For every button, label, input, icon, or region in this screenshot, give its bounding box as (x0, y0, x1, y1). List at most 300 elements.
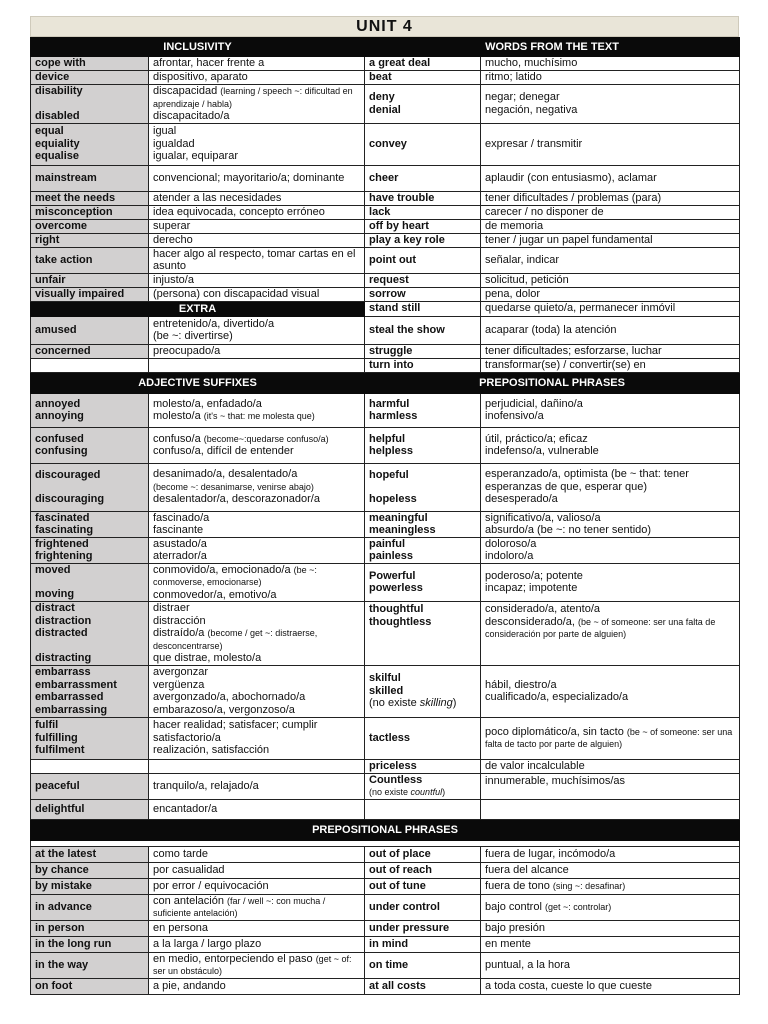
term-es-group (481, 463, 740, 511)
term-en: fulfil (35, 719, 59, 732)
term-es-group (481, 511, 740, 537)
empty-cell (31, 759, 149, 773)
term-es-group (149, 123, 365, 165)
term-en: hopeful (369, 468, 409, 481)
term-es: (persona) con discapacidad visual (149, 287, 365, 301)
term-en-group (31, 717, 149, 759)
term-es: discapacidad (153, 85, 218, 97)
term-en: Countless (369, 773, 423, 786)
term-en: fascinated (35, 511, 90, 524)
term-es: satisfactorio/a (153, 731, 221, 744)
table-row (31, 846, 740, 862)
term-en: delightful (31, 799, 149, 819)
term-es: afrontar, hacer frente a (149, 57, 365, 71)
term-es: esperanzado/a, optimista (be ~ that: tener esperanzas de que, esperar que) (485, 468, 689, 493)
table-row (31, 247, 740, 273)
term-es: cualificado/a, especializado/a (485, 691, 629, 703)
term-en-group (365, 463, 481, 511)
section-inclusivity: INCLUSIVITY (31, 38, 365, 57)
term-es: desesperado/a (485, 493, 558, 506)
term-en: embarrassed (35, 691, 104, 703)
term-en: struggle (365, 344, 481, 358)
table-row (31, 717, 740, 759)
term-en: off by heart (365, 219, 481, 233)
term-en: convey (365, 123, 481, 165)
term-es: fascinante (153, 524, 204, 536)
table-row (31, 537, 740, 563)
term-en: at the latest (31, 846, 149, 862)
term-es: en persona (149, 920, 365, 936)
term-es-group (481, 878, 740, 894)
usage-note: (become / get ~: distraerse, desconcentrarse) (153, 628, 318, 651)
term-en: stand still (365, 301, 481, 316)
term-es: conmovido/a, emocionado/a (153, 563, 291, 576)
term-es: en mente (481, 936, 740, 952)
term-es-group (149, 563, 365, 602)
term-es: tener dificultades / problemas (para) (481, 191, 740, 205)
term-es: considerado/a, atento/a (485, 603, 600, 615)
term-es: vergüenza (153, 678, 205, 691)
term-en: helpless (369, 445, 414, 457)
term-es: poco diplomático/a, sin tacto (485, 725, 624, 738)
term-en: meet the needs (31, 191, 149, 205)
page-title: UNIT 4 (30, 16, 739, 37)
empty-cell (365, 799, 481, 819)
term-es: aplaudir (con entusiasmo), aclamar (481, 165, 740, 191)
term-es: fuera de lugar, incómodo/a (481, 846, 740, 862)
table-row (31, 665, 740, 717)
table-row (31, 85, 740, 124)
term-es: discapacitado/a (153, 110, 230, 122)
term-en: meaningless (369, 524, 436, 536)
usage-note: (get ~ of: ser un obstáculo) (153, 953, 352, 976)
term-es: hábil, diestro/a (485, 678, 557, 691)
term-en-group (31, 511, 149, 537)
term-es-group (481, 602, 740, 666)
term-en: harmless (369, 410, 418, 422)
term-es: incapaz; impotente (485, 582, 578, 595)
usage-note: (far / well ~: con mucha / suficiente antelación) (153, 895, 326, 918)
term-en-group (365, 563, 481, 602)
empty-cell (149, 358, 365, 372)
vocabulary-sheet (30, 16, 739, 995)
term-es: poderoso/a; potente (485, 569, 583, 582)
term-en: helpful (369, 432, 406, 445)
table-row (31, 233, 740, 247)
term-en: visually impaired (31, 287, 149, 301)
table-row (31, 57, 740, 71)
term-en: distract (35, 602, 75, 615)
term-es: realización, satisfacción (153, 744, 270, 757)
term-en: annoying (35, 410, 84, 422)
term-en: lack (365, 205, 481, 219)
term-es-group (481, 563, 740, 602)
table-row (31, 759, 740, 773)
term-es: por error / equivocación (149, 878, 365, 894)
term-es: atender a las necesidades (149, 191, 365, 205)
term-en: embarrassment (35, 678, 117, 691)
section-header-row (31, 819, 740, 840)
usage-note: (be ~ of someone: ser una falta de tacto por parte de alguien) (485, 726, 733, 749)
term-es-group (149, 665, 365, 717)
term-es-group (149, 511, 365, 537)
empty-cell (31, 358, 149, 372)
term-en: on time (365, 952, 481, 978)
section-prepositional-phrases: PREPOSITIONAL PHRASES (365, 372, 740, 393)
term-es: indefenso/a, vulnerable (485, 445, 599, 457)
term-es: bajo control (485, 900, 542, 913)
term-en-group (365, 85, 481, 124)
term-es: innumerable, muchísimos/as (481, 773, 740, 799)
usage-note: (be ~: conmoverse, emocionarse) (153, 564, 317, 587)
term-en: unfair (31, 273, 149, 287)
section-header-row (31, 38, 740, 57)
term-es: pena, dolor (481, 287, 740, 301)
term-es: tener dificultades; esforzarse, luchar (481, 344, 740, 358)
empty-cell (481, 799, 740, 819)
term-es: inofensivo/a (485, 410, 544, 422)
term-es: como tarde (149, 846, 365, 862)
term-en: steal the show (365, 316, 481, 344)
term-es: idea equivocada, concepto erróneo (149, 205, 365, 219)
table-row (31, 936, 740, 952)
term-en-group (365, 537, 481, 563)
term-es: dispositivo, aparato (149, 71, 365, 85)
term-en-group (31, 85, 149, 124)
term-en: equalise (35, 150, 80, 163)
term-es: transformar(se) / convertir(se) en (481, 358, 740, 372)
term-es: avergonzar (153, 666, 209, 678)
term-es: fascinado/a (153, 511, 210, 524)
term-es-group (149, 463, 365, 511)
term-es: asustado/a (153, 537, 207, 550)
vocabulary-table (30, 37, 740, 995)
term-en: cope with (31, 57, 149, 71)
term-es-group (481, 427, 740, 463)
usage-note: (become~:quedarse confuso/a) (203, 433, 329, 444)
term-es-group (149, 316, 365, 344)
term-es: conmovedor/a, emotivo/a (153, 588, 277, 601)
term-en: moving (35, 588, 75, 601)
term-en: device (31, 71, 149, 85)
term-es: convencional; mayoritario/a; dominante (149, 165, 365, 191)
term-en: discouraging (35, 493, 105, 505)
term-en-group (365, 393, 481, 427)
table-row (31, 344, 740, 358)
term-en: powerless (369, 582, 423, 595)
term-es: quedarse quieto/a, permanecer inmóvil (481, 301, 740, 316)
table-row (31, 287, 740, 301)
term-en-group (31, 123, 149, 165)
term-en: equiality (35, 137, 80, 150)
term-es: igualdad (153, 137, 195, 150)
table-row (31, 773, 740, 799)
term-es: hacer realidad; satisfacer; cumplir (153, 719, 318, 732)
term-es: igualar, equiparar (153, 150, 239, 163)
table-row (31, 563, 740, 602)
term-en-group (31, 537, 149, 563)
term-en: concerned (31, 344, 149, 358)
term-en: disabled (35, 109, 80, 122)
term-es: tener / jugar un papel fundamental (481, 233, 740, 247)
table-row (31, 393, 740, 427)
table-row (31, 463, 740, 511)
term-es: confuso/a, difícil de entender (153, 445, 294, 457)
term-es: mucho, muchísimo (481, 57, 740, 71)
term-en-group (31, 563, 149, 602)
term-en: under control (365, 894, 481, 920)
term-es: a la larga / largo plazo (149, 936, 365, 952)
term-es: expresar / transmitir (481, 123, 740, 165)
table-row (31, 123, 740, 165)
term-en: point out (365, 247, 481, 273)
term-es: tranquilo/a, relajado/a (149, 773, 365, 799)
section-extra: EXTRA (31, 301, 365, 316)
term-en: in the way (31, 952, 149, 978)
term-es: molesto/a, enfadado/a (153, 397, 262, 410)
term-en-group (31, 463, 149, 511)
table-row (31, 511, 740, 537)
term-es-group (481, 85, 740, 124)
table-row (31, 316, 740, 344)
term-en: misconception (31, 205, 149, 219)
term-es-group (481, 717, 740, 759)
term-es: de memoria (481, 219, 740, 233)
term-es-group (481, 665, 740, 717)
term-es-group (149, 427, 365, 463)
term-en: fascinating (35, 524, 94, 536)
term-es: que distrae, molesto/a (153, 652, 262, 664)
term-es: negación, negativa (485, 103, 578, 116)
term-es: en medio, entorpeciendo el paso (153, 952, 313, 965)
term-en: out of place (365, 846, 481, 862)
table-row (31, 920, 740, 936)
table-row (31, 952, 740, 978)
term-en: harmful (369, 397, 410, 410)
term-en-group (365, 665, 481, 717)
term-es: injusto/a (149, 273, 365, 287)
term-en: painful (369, 537, 406, 550)
term-en: mainstream (31, 165, 149, 191)
section-prepositional-phrases-2: PREPOSITIONAL PHRASES (31, 819, 740, 840)
usage-note: (be ~ of someone: ser una falta de consideración por parte de alguien) (485, 616, 716, 639)
table-row (31, 602, 740, 666)
term-en: distraction (35, 614, 92, 627)
term-es: confuso/a (153, 432, 201, 445)
usage-note: (get ~: controlar) (544, 901, 612, 912)
term-en: frightened (35, 537, 89, 550)
term-en: peaceful (31, 773, 149, 799)
term-en: Powerful (369, 569, 416, 582)
section-adjective-suffixes: ADJECTIVE SUFFIXES (31, 372, 365, 393)
term-en: right (31, 233, 149, 247)
term-en: on foot (31, 978, 149, 994)
term-en: take action (31, 247, 149, 273)
term-es: desanimado/a, desalentado/a (153, 468, 298, 481)
term-en: annoyed (35, 397, 81, 410)
term-es: avergonzado/a, abochornado/a (153, 691, 306, 703)
term-en: skilled (369, 684, 404, 697)
term-en: by mistake (31, 878, 149, 894)
term-en: play a key role (365, 233, 481, 247)
usage-note: (no existe skilling) (369, 697, 457, 710)
term-en-group (31, 665, 149, 717)
term-en: in person (31, 920, 149, 936)
term-es: embarazoso/a, vergonzoso/a (153, 703, 295, 716)
empty-cell (149, 759, 365, 773)
term-es: acaparar (toda) la atención (481, 316, 740, 344)
table-row (31, 358, 740, 372)
term-es: indoloro/a (485, 550, 534, 562)
term-en: in mind (365, 936, 481, 952)
table-row (31, 219, 740, 233)
term-es: a toda costa, cueste lo que cueste (481, 978, 740, 994)
term-es-group (481, 393, 740, 427)
term-es: doloroso/a (485, 537, 537, 550)
term-en-group (365, 511, 481, 537)
term-es: con antelación (153, 894, 224, 907)
term-es: aterrador/a (153, 550, 207, 562)
term-en-group (365, 602, 481, 666)
usage-note: (learning / speech ~: dificultad en aprendizaje / habla) (153, 86, 353, 109)
term-en: priceless (365, 759, 481, 773)
term-es-group (149, 393, 365, 427)
term-es: por casualidad (149, 862, 365, 878)
term-es: señalar, indicar (481, 247, 740, 273)
term-en: meaningful (369, 511, 428, 524)
term-en: embarrassing (35, 703, 108, 716)
term-en: at all costs (365, 978, 481, 994)
term-es-group (481, 537, 740, 563)
term-en: thoughtless (369, 615, 432, 628)
term-en: fulfilment (35, 744, 85, 757)
term-en: in advance (31, 894, 149, 920)
term-en: deny (369, 91, 395, 104)
term-en: out of tune (365, 878, 481, 894)
term-en: overcome (31, 219, 149, 233)
term-en: moved (35, 563, 71, 576)
term-en: request (365, 273, 481, 287)
term-es-group (149, 602, 365, 666)
usage-note: (be ~: divertirse) (153, 330, 233, 342)
term-en-group (365, 773, 481, 799)
term-en: cheer (365, 165, 481, 191)
term-en-group (31, 427, 149, 463)
term-es: bajo presión (481, 920, 740, 936)
term-es: solicitud, petición (481, 273, 740, 287)
term-en: sorrow (365, 287, 481, 301)
term-en-group (365, 427, 481, 463)
usage-note: (no existe countful) (369, 787, 446, 797)
term-en: disability (35, 85, 83, 98)
term-en: confused (35, 432, 84, 445)
table-row (31, 894, 740, 920)
table-row (31, 273, 740, 287)
table-row (31, 165, 740, 191)
term-es: absurdo/a (be ~: no tener sentido) (485, 524, 652, 536)
term-en: thoughtful (369, 603, 424, 615)
term-en: confusing (35, 445, 88, 457)
term-en: turn into (365, 358, 481, 372)
table-row (31, 978, 740, 994)
term-es-group (149, 717, 365, 759)
term-es: fuera de tono (485, 879, 550, 892)
term-es-group (149, 894, 365, 920)
term-en: discouraged (35, 468, 101, 481)
term-es: desconsiderado/a, (485, 615, 575, 628)
term-es: desalentador/a, descorazonador/a (153, 493, 320, 506)
term-en: frightening (35, 550, 93, 562)
usage-note: (it's ~ that: me molesta que) (203, 411, 315, 421)
term-es: negar; denegar (485, 91, 560, 104)
term-es: útil, práctico/a; eficaz (485, 432, 588, 445)
term-en: under pressure (365, 920, 481, 936)
term-en: skilful (369, 672, 401, 685)
term-es: distraído/a (153, 627, 205, 639)
section-words-from-text: WORDS FROM THE TEXT (365, 38, 740, 57)
term-es: de valor incalculable (481, 759, 740, 773)
term-en: fulfilling (35, 731, 78, 744)
term-es-group (149, 537, 365, 563)
table-row (31, 799, 740, 819)
table-row (31, 878, 740, 894)
term-en: by chance (31, 862, 149, 878)
term-es: a pie, andando (149, 978, 365, 994)
table-row (31, 191, 740, 205)
term-en: have trouble (365, 191, 481, 205)
term-en: distracted (35, 627, 88, 640)
term-es: fuera del alcance (481, 862, 740, 878)
term-en: out of reach (365, 862, 481, 878)
term-es: perjudicial, dañino/a (485, 397, 583, 410)
term-en: beat (365, 71, 481, 85)
term-es: distraer (153, 602, 190, 614)
term-en: denial (369, 103, 401, 116)
term-es: carecer / no disponer de (481, 205, 740, 219)
term-es: hacer algo al respecto, tomar cartas en el asunto (149, 247, 365, 273)
term-en: embarrass (35, 666, 91, 678)
term-es-group (149, 85, 365, 124)
term-es-group (149, 952, 365, 978)
term-es: preocupado/a (149, 344, 365, 358)
term-en: in the long run (31, 936, 149, 952)
term-en: amused (31, 316, 149, 344)
term-en-group (31, 602, 149, 666)
term-es: derecho (149, 233, 365, 247)
table-row (31, 205, 740, 219)
term-es: significativo/a, valioso/a (485, 511, 601, 524)
term-es: encantador/a (149, 799, 365, 819)
usage-note: (become ~: desanimarse, venirse abajo) (153, 481, 314, 492)
term-en: a great deal (365, 57, 481, 71)
section-header-row (31, 372, 740, 393)
term-es: entretenido/a, divertido/a (153, 317, 275, 330)
term-en: equal (35, 125, 64, 138)
term-en-group (31, 393, 149, 427)
table-row (31, 71, 740, 85)
term-es: molesto/a (153, 410, 201, 422)
table-row (31, 301, 740, 316)
term-es: puntual, a la hora (481, 952, 740, 978)
term-en: distracting (35, 651, 92, 664)
term-es: igual (153, 125, 177, 138)
table-row (31, 427, 740, 463)
term-es: superar (149, 219, 365, 233)
term-es-group (481, 894, 740, 920)
table-row (31, 862, 740, 878)
term-en: tactless (365, 717, 481, 759)
term-en: painless (369, 550, 414, 562)
